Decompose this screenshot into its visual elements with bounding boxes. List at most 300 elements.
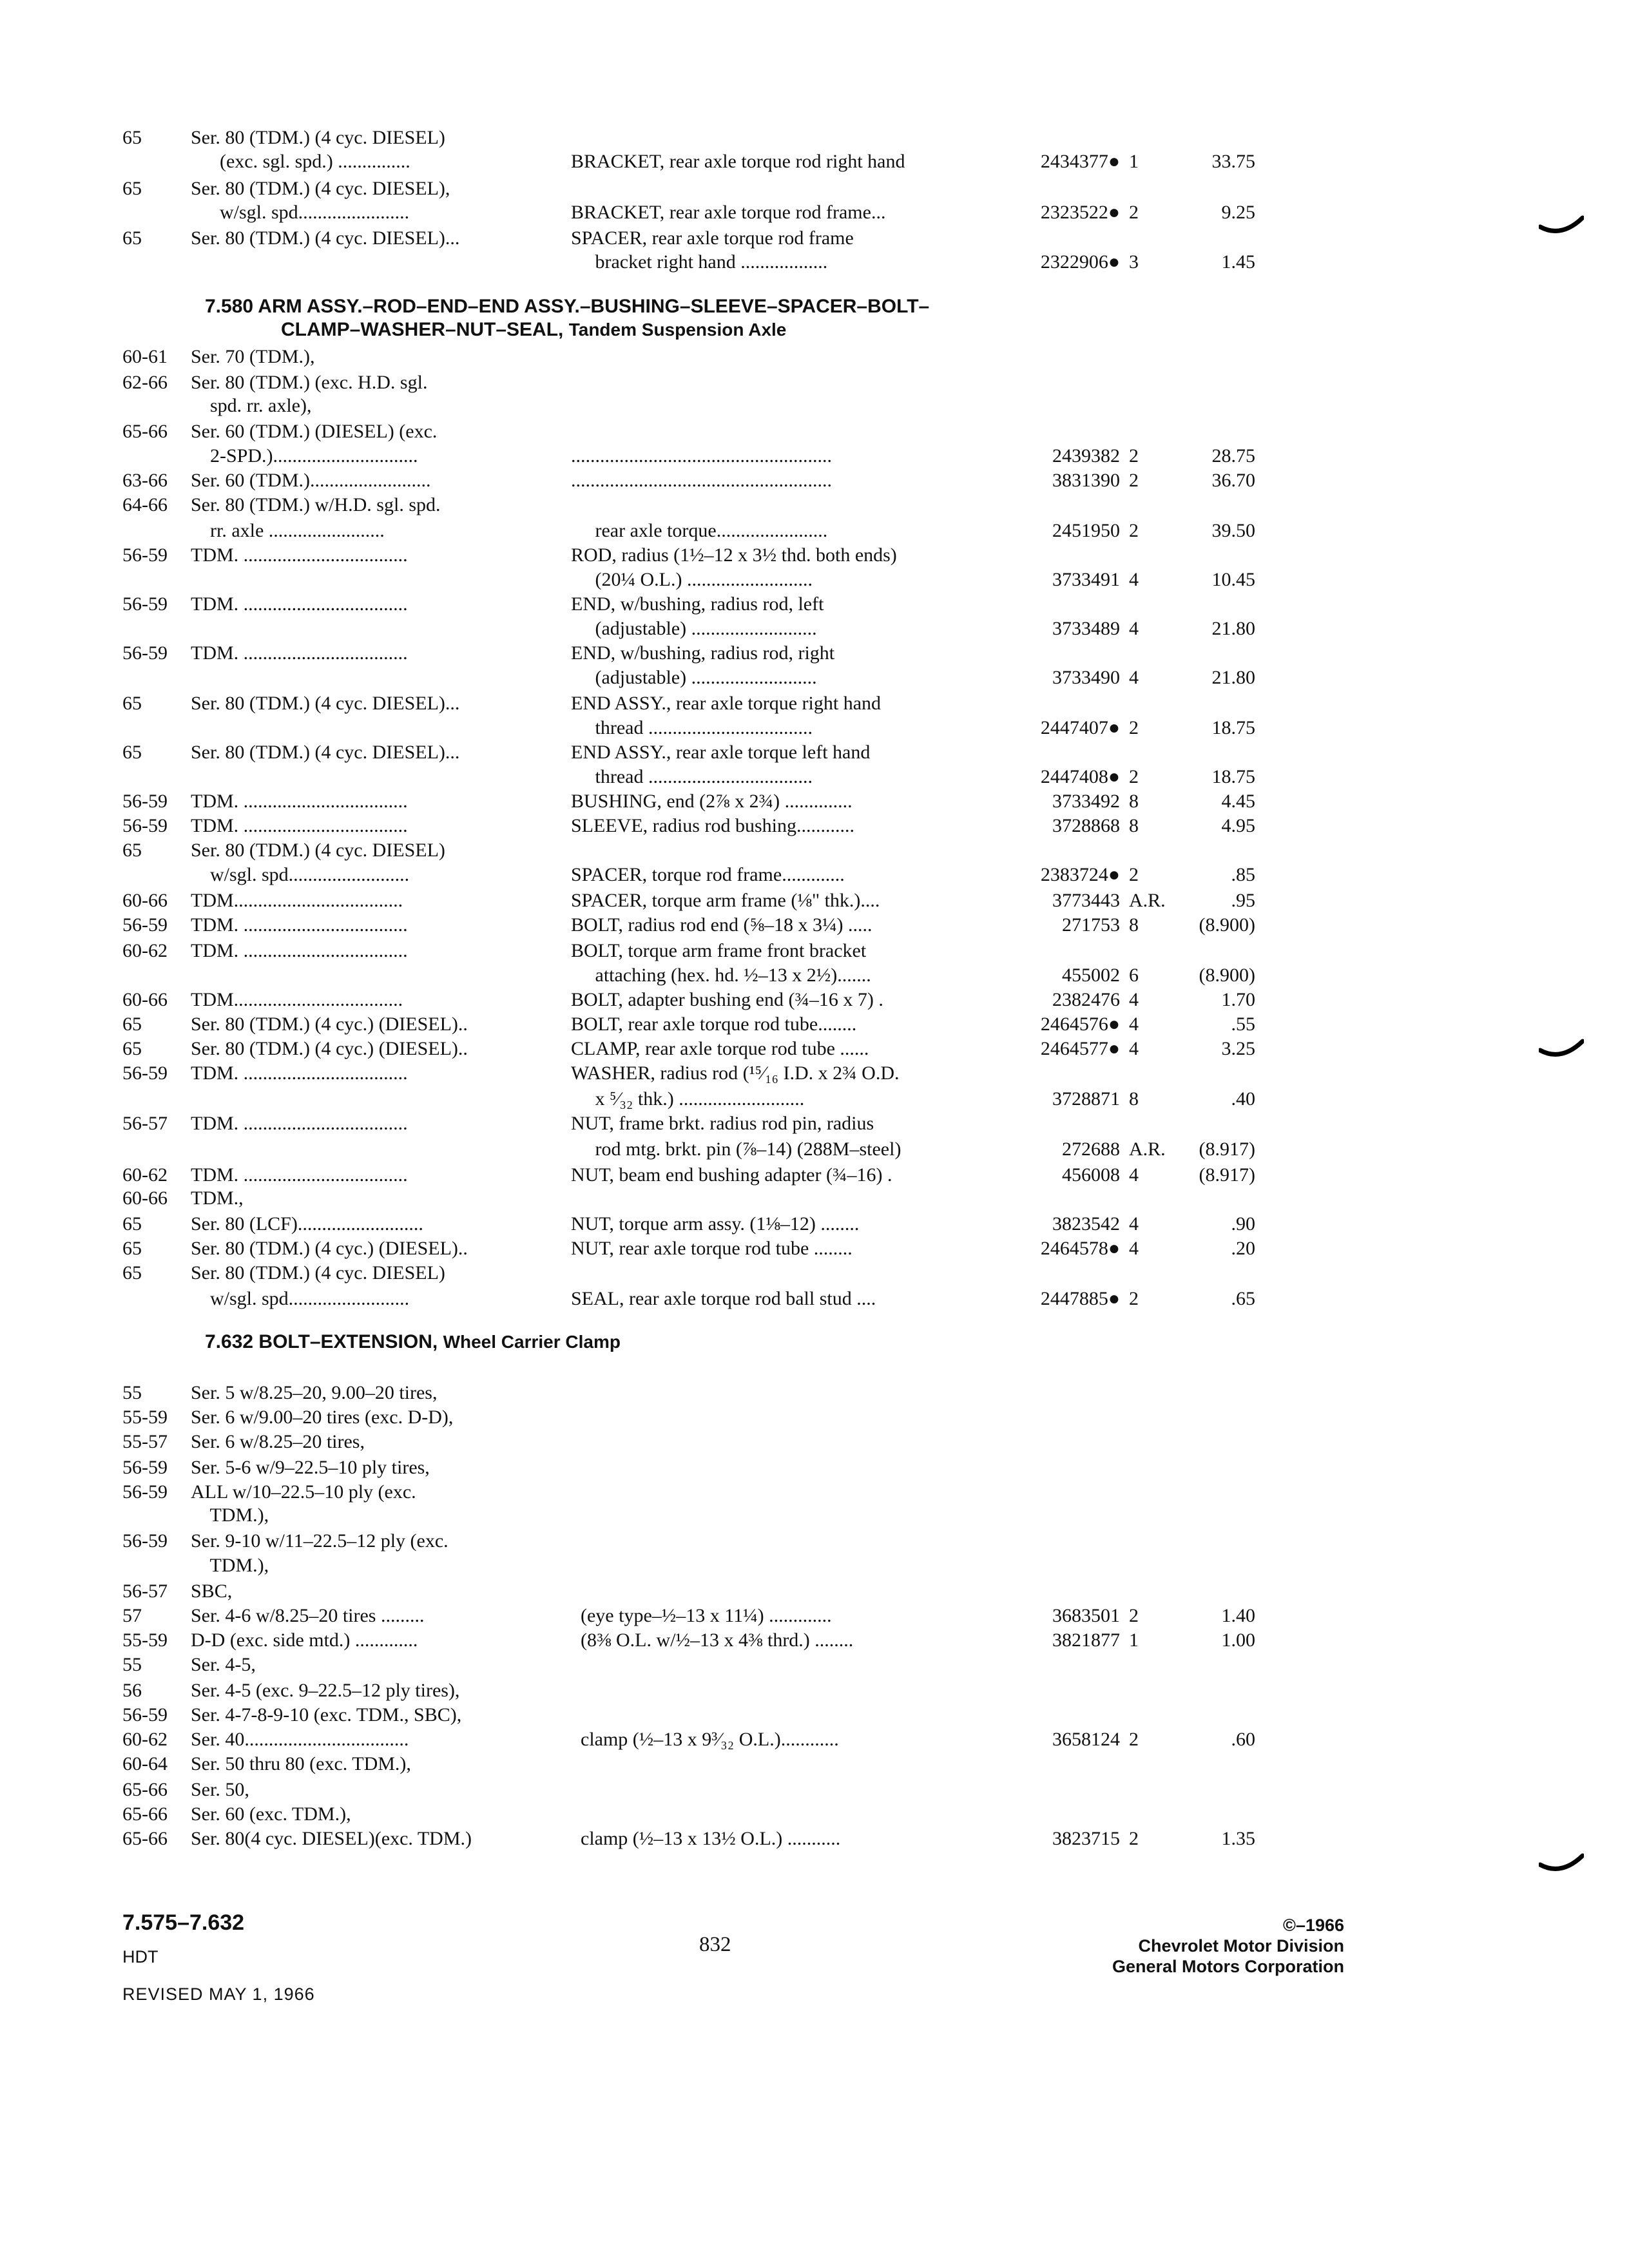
application-cell: TDM. ..................................	[191, 1113, 408, 1134]
part-number-cell: 2447407●	[1040, 717, 1120, 738]
description-cell: CLAMP, rear axle torque rod tube ......	[571, 1038, 869, 1059]
parts-row	[0, 445, 1629, 468]
footer-revised: REVISED MAY 1, 1966	[122, 1984, 315, 2004]
price-cell: (8.900)	[1199, 914, 1255, 936]
year-cell: 60-66	[122, 989, 168, 1010]
description-cell: ......................................................	[571, 470, 832, 491]
parts-row	[0, 1827, 1629, 1850]
year-cell: 65	[122, 840, 142, 861]
application-cell: Ser. 80 (TDM.) (4 cyc. DIESEL)	[191, 127, 445, 148]
application-cell: Ser. 4-7-8-9-10 (exc. TDM., SBC),	[191, 1704, 462, 1725]
application-cell: Ser. 80 (TDM.) (4 cyc.) (DIESEL)..	[191, 1038, 468, 1059]
section-heading-line1: 7.580 ARM ASSY.–ROD–END–END ASSY.–BUSHING–SLEEVE–SPACER–BOLT–	[205, 296, 930, 317]
quantity-cell: 1	[1129, 151, 1139, 172]
year-cell: 55-57	[122, 1431, 168, 1452]
parts-row	[0, 1629, 1629, 1652]
year-cell: 56-59	[122, 544, 168, 566]
parts-row	[0, 1554, 1629, 1577]
parts-row	[0, 1778, 1629, 1802]
parts-row	[0, 1062, 1629, 1085]
description-cell: END ASSY., rear axle torque left hand	[571, 742, 871, 763]
quantity-cell: 8	[1129, 791, 1139, 812]
part-number-cell: 2323522●	[1040, 202, 1120, 223]
description-cell: clamp (½–13 x 13½ O.L.) ...........	[571, 1828, 841, 1849]
application-cell: Ser. 50,	[191, 1779, 249, 1800]
description-cell: SPACER, rear axle torque rod frame	[571, 227, 854, 249]
price-cell: .40	[1231, 1088, 1255, 1110]
description-cell: NUT, rear axle torque rod tube ........	[571, 1238, 853, 1259]
year-cell: 65-66	[122, 1803, 168, 1825]
section-heading-title: 7.632 BOLT–EXTENSION,	[205, 1331, 438, 1352]
quantity-cell: 8	[1129, 1088, 1139, 1110]
application-cell: Ser. 5 w/8.25–20, 9.00–20 tires,	[191, 1382, 438, 1403]
year-cell: 56-57	[122, 1113, 168, 1134]
parts-row	[0, 371, 1629, 394]
application-cell: TDM. ..................................	[191, 791, 408, 812]
parts-row	[0, 1187, 1629, 1210]
parts-row	[0, 568, 1629, 591]
price-cell: 1.70	[1221, 989, 1255, 1010]
part-number-cell: 2439382	[1052, 445, 1120, 466]
footer-section-range: 7.575–7.632	[122, 1910, 245, 1935]
description-cell: (eye type–½–13 x 11¼) .............	[571, 1605, 832, 1626]
price-cell: .65	[1231, 1288, 1255, 1309]
price-cell: 9.25	[1221, 202, 1255, 223]
part-number-cell: 2464577●	[1040, 1038, 1120, 1059]
section-heading-7632	[205, 1331, 621, 1354]
quantity-cell: A.R.	[1129, 1139, 1166, 1160]
application-cell: TDM.,	[191, 1187, 244, 1209]
year-cell: 60-64	[122, 1753, 168, 1774]
application-cell: Ser. 4-6 w/8.25–20 tires .........	[191, 1605, 425, 1626]
part-number-cell: 3733490	[1052, 667, 1120, 688]
part-number-cell: 2464578●	[1040, 1238, 1120, 1259]
description-cell: thread ..................................	[571, 766, 813, 787]
description-cell: BUSHING, end (2⅞ x 2¾) ..............	[571, 791, 853, 812]
year-cell: 60-62	[122, 1164, 168, 1186]
parts-row	[0, 1287, 1629, 1311]
price-cell: 3.25	[1221, 1038, 1255, 1059]
footer-copyright: ©–1966	[1283, 1916, 1344, 1935]
parts-row	[0, 642, 1629, 665]
parts-row	[0, 716, 1629, 740]
parts-row	[0, 469, 1629, 492]
year-cell: 63-66	[122, 470, 168, 491]
quantity-cell: 1	[1129, 1629, 1139, 1651]
price-cell: .60	[1231, 1729, 1255, 1750]
parts-row	[0, 1088, 1629, 1111]
application-cell: rr. axle ........................	[191, 520, 385, 541]
year-cell: 65-66	[122, 1828, 168, 1849]
description-cell: NUT, frame brkt. radius rod pin, radius	[571, 1113, 874, 1134]
part-number-cell: 2451950	[1052, 520, 1120, 541]
application-cell: w/sgl. spd.......................	[191, 202, 410, 223]
description-cell: (adjustable) ..........................	[571, 618, 817, 639]
year-cell: 60-66	[122, 1187, 168, 1209]
application-cell: Ser. 80 (TDM.) (4 cyc.) (DIESEL)..	[191, 1014, 468, 1035]
application-cell: Ser. 6 w/9.00–20 tires (exc. D-D),	[191, 1407, 454, 1428]
part-number-cell: 2447885●	[1040, 1288, 1120, 1309]
parts-row	[0, 1237, 1629, 1260]
section-heading-7580	[205, 295, 929, 341]
year-cell: 55	[122, 1654, 142, 1675]
quantity-cell: 4	[1129, 618, 1139, 639]
description-cell: SEAL, rear axle torque rod ball stud ....	[571, 1288, 876, 1309]
part-number-cell: 2434377●	[1040, 151, 1120, 172]
parts-row	[0, 814, 1629, 838]
section-heading-line2: CLAMP–WASHER–NUT–SEAL,	[281, 319, 564, 340]
footer-publisher	[1112, 1915, 1344, 1977]
parts-row	[0, 914, 1629, 937]
parts-row	[0, 177, 1629, 200]
year-cell: 60-62	[122, 940, 168, 961]
application-cell: Ser. 80 (TDM.) (4 cyc. DIESEL),	[191, 178, 450, 199]
quantity-cell: 2	[1129, 1729, 1139, 1750]
price-cell: 18.75	[1211, 717, 1255, 738]
quantity-cell: 2	[1129, 1288, 1139, 1309]
application-cell: Ser. 9-10 w/11–22.5–12 ply (exc.	[191, 1530, 448, 1552]
year-cell: 56-59	[122, 1062, 168, 1084]
year-cell: 56-59	[122, 642, 168, 664]
application-cell: TDM. ..................................	[191, 593, 408, 615]
application-cell: TDM. ..................................	[191, 1062, 408, 1084]
parts-row	[0, 741, 1629, 764]
application-cell: Ser. 80 (TDM.) (4 cyc. DIESEL)...	[191, 742, 460, 763]
quantity-cell: 4	[1129, 569, 1139, 590]
parts-row	[0, 765, 1629, 789]
year-cell: 56-59	[122, 1481, 168, 1503]
parts-row	[0, 494, 1629, 517]
parts-row	[0, 889, 1629, 912]
year-cell: 55	[122, 1382, 142, 1403]
quantity-cell: 4	[1129, 1213, 1139, 1235]
year-cell: 65	[122, 742, 142, 763]
description-cell: (8⅜ O.L. w/½–13 x 4⅜ thrd.) ........	[571, 1629, 854, 1651]
description-cell: NUT, beam end bushing adapter (¾–16) .	[571, 1164, 892, 1186]
description-cell: BOLT, torque arm frame front bracket	[571, 940, 867, 961]
price-cell: 10.45	[1211, 569, 1255, 590]
parts-row	[0, 126, 1629, 149]
parts-row	[0, 251, 1629, 274]
parts-row	[0, 1262, 1629, 1285]
quantity-cell: 4	[1129, 1038, 1139, 1059]
year-cell: 65	[122, 1262, 142, 1283]
description-cell: ......................................................	[571, 445, 832, 466]
price-cell: .85	[1231, 864, 1255, 885]
description-cell: bracket right hand ..................	[571, 251, 828, 273]
application-cell: Ser. 4-5 (exc. 9–22.5–12 ply tires),	[191, 1680, 460, 1701]
application-cell: Ser. 5-6 w/9–22.5–10 ply tires,	[191, 1457, 430, 1478]
year-cell: 62-66	[122, 372, 168, 393]
application-cell: Ser. 80 (TDM.) (4 cyc. DIESEL)...	[191, 227, 460, 249]
parts-row	[0, 1037, 1629, 1061]
parts-row	[0, 544, 1629, 567]
application-cell: Ser. 80 (TDM.) (4 cyc.) (DIESEL)..	[191, 1238, 468, 1259]
description-cell: SPACER, torque arm frame (⅛" thk.)....	[571, 890, 880, 911]
part-number-cell: 2382476	[1052, 989, 1120, 1010]
price-cell: .55	[1231, 1014, 1255, 1035]
description-cell: BRACKET, rear axle torque rod frame...	[571, 202, 886, 223]
year-cell: 55-59	[122, 1407, 168, 1428]
quantity-cell: 4	[1129, 989, 1139, 1010]
price-cell: 1.45	[1221, 251, 1255, 273]
part-number-cell: 456008	[1062, 1164, 1120, 1186]
quantity-cell: 2	[1129, 1605, 1139, 1626]
price-cell: 18.75	[1211, 766, 1255, 787]
part-number-cell: 3733491	[1052, 569, 1120, 590]
application-cell: w/sgl. spd.........................	[191, 864, 410, 885]
parts-row	[0, 1138, 1629, 1161]
parts-row	[0, 1653, 1629, 1677]
application-cell: Ser. 80 (TDM.) (4 cyc. DIESEL)	[191, 1262, 445, 1283]
description-cell: clamp (½–13 x 9³⁄₃₂ O.L.)............	[571, 1729, 839, 1750]
parts-row	[0, 1406, 1629, 1429]
quantity-cell: 8	[1129, 815, 1139, 836]
year-cell: 65-66	[122, 1779, 168, 1800]
page-number: 832	[699, 1933, 731, 1956]
description-cell: END, w/bushing, radius rod, left	[571, 593, 824, 615]
description-cell: WASHER, radius rod (¹⁵⁄₁₆ I.D. x 2¾ O.D.	[571, 1062, 900, 1084]
application-cell: Ser. 60 (TDM.) (DIESEL) (exc.	[191, 421, 438, 442]
price-cell: 33.75	[1211, 151, 1255, 172]
year-cell: 65	[122, 227, 142, 249]
year-cell: 65	[122, 127, 142, 148]
price-cell: 1.00	[1221, 1629, 1255, 1651]
part-number-cell: 3728871	[1052, 1088, 1120, 1110]
quantity-cell: 2	[1129, 1828, 1139, 1849]
year-cell: 56-59	[122, 593, 168, 615]
year-cell: 64-66	[122, 494, 168, 515]
price-cell: 4.45	[1221, 791, 1255, 812]
part-number-cell: 3823715	[1052, 1828, 1120, 1849]
quantity-cell: 8	[1129, 914, 1139, 936]
year-cell: 56-57	[122, 1581, 168, 1602]
year-cell: 60-66	[122, 890, 168, 911]
price-cell: (8.900)	[1199, 965, 1255, 986]
application-cell: TDM. ..................................	[191, 642, 408, 664]
description-cell: (20¼ O.L.) ..........................	[571, 569, 813, 590]
year-cell: 56-59	[122, 815, 168, 836]
parts-row	[0, 593, 1629, 616]
year-cell: 65	[122, 1213, 142, 1235]
part-number-cell: 2447408●	[1040, 766, 1120, 787]
year-cell: 56-59	[122, 1457, 168, 1478]
application-cell: D-D (exc. side mtd.) .............	[191, 1629, 418, 1651]
footer-division: Chevrolet Motor Division	[1138, 1936, 1344, 1956]
parts-row	[0, 666, 1629, 689]
parts-row	[0, 1112, 1629, 1135]
parts-row	[0, 1753, 1629, 1776]
parts-row	[0, 692, 1629, 715]
application-cell: Ser. 50 thru 80 (exc. TDM.),	[191, 1753, 411, 1774]
application-cell: SBC,	[191, 1581, 233, 1602]
price-cell: (8.917)	[1199, 1139, 1255, 1160]
part-number-cell: 3823542	[1052, 1213, 1120, 1235]
year-cell: 56-59	[122, 791, 168, 812]
description-cell: END ASSY., rear axle torque right hand	[571, 693, 882, 714]
price-cell: 21.80	[1211, 618, 1255, 639]
application-cell: Ser. 70 (TDM.),	[191, 346, 315, 367]
quantity-cell: 6	[1129, 965, 1139, 986]
description-cell: BOLT, rear axle torque rod tube........	[571, 1014, 857, 1035]
part-number-cell: 2322906●	[1040, 251, 1120, 273]
parts-row	[0, 201, 1629, 224]
application-cell: TDM...................................	[191, 890, 403, 911]
parts-row	[0, 1164, 1629, 1187]
binder-clip-mark	[1539, 1036, 1584, 1062]
quantity-cell: 4	[1129, 1238, 1139, 1259]
quantity-cell: 2	[1129, 717, 1139, 738]
parts-row	[0, 863, 1629, 887]
quantity-cell: 2	[1129, 470, 1139, 491]
parts-row	[0, 345, 1629, 369]
year-cell: 56-59	[122, 1530, 168, 1552]
quantity-cell: 2	[1129, 520, 1139, 541]
quantity-cell: 4	[1129, 1164, 1139, 1186]
application-cell: TDM...................................	[191, 989, 403, 1010]
part-number-cell: 2383724●	[1040, 864, 1120, 885]
application-cell: TDM. ..................................	[191, 940, 408, 961]
price-cell: .90	[1231, 1213, 1255, 1235]
parts-row	[0, 1803, 1629, 1826]
part-number-cell: 272688	[1062, 1139, 1120, 1160]
application-cell: Ser. 80 (TDM.) w/H.D. sgl. spd.	[191, 494, 441, 515]
year-cell: 57	[122, 1605, 142, 1626]
quantity-cell: 2	[1129, 445, 1139, 466]
year-cell: 55-59	[122, 1629, 168, 1651]
application-cell: w/sgl. spd.........................	[191, 1288, 410, 1309]
part-number-cell: 3773443	[1052, 890, 1120, 911]
application-cell: Ser. 80 (TDM.) (exc. H.D. sgl.	[191, 372, 428, 393]
section-subtitle: Tandem Suspension Axle	[568, 320, 787, 340]
parts-row	[0, 964, 1629, 987]
parts-row	[0, 1704, 1629, 1727]
price-cell: 1.40	[1221, 1605, 1255, 1626]
application-cell: spd. rr. axle),	[191, 395, 312, 416]
part-number-cell: 271753	[1062, 914, 1120, 936]
application-cell: ALL w/10–22.5–10 ply (exc.	[191, 1481, 416, 1503]
description-cell: (adjustable) ..........................	[571, 667, 817, 688]
part-number-cell: 3728868	[1052, 815, 1120, 836]
application-cell: TDM. ..................................	[191, 1164, 408, 1186]
year-cell: 60-61	[122, 346, 168, 367]
quantity-cell: 2	[1129, 766, 1139, 787]
application-cell: TDM.),	[191, 1555, 269, 1576]
price-cell: 1.35	[1221, 1828, 1255, 1849]
binder-clip-mark	[1539, 1850, 1584, 1876]
year-cell: 65	[122, 178, 142, 199]
description-cell: rod mtg. brkt. pin (⅞–14) (288M–steel)	[571, 1139, 901, 1160]
price-cell: .95	[1231, 890, 1255, 911]
application-cell: TDM. ..................................	[191, 914, 408, 936]
part-number-cell: 3658124	[1052, 1729, 1120, 1750]
year-cell: 65-66	[122, 421, 168, 442]
year-cell: 65	[122, 693, 142, 714]
part-number-cell: 455002	[1062, 965, 1120, 986]
application-cell: Ser. 80(4 cyc. DIESEL)(exc. TDM.)	[191, 1828, 472, 1849]
quantity-cell: 3	[1129, 251, 1139, 273]
price-cell: 36.70	[1211, 470, 1255, 491]
description-cell: attaching (hex. hd. ½–13 x 2½).......	[571, 965, 871, 986]
parts-row	[0, 1013, 1629, 1036]
application-cell: Ser. 80 (TDM.) (4 cyc. DIESEL)	[191, 840, 445, 861]
description-cell: BOLT, adapter bushing end (¾–16 x 7) .	[571, 989, 883, 1010]
quantity-cell: 2	[1129, 864, 1139, 885]
part-number-cell: 3733489	[1052, 618, 1120, 639]
price-cell: 4.95	[1221, 815, 1255, 836]
price-cell: (8.917)	[1199, 1164, 1255, 1186]
parts-row	[0, 1728, 1629, 1751]
description-cell: BOLT, radius rod end (⅝–18 x 3¼) .....	[571, 914, 872, 936]
application-cell: TDM. ..................................	[191, 544, 408, 566]
application-cell: TDM.),	[191, 1504, 269, 1526]
description-cell: x ⁵⁄₃₂ thk.) ..........................	[571, 1088, 805, 1110]
year-cell: 56	[122, 1680, 142, 1701]
section-subtitle: Wheel Carrier Clamp	[443, 1332, 621, 1352]
application-cell: Ser. 6 w/8.25–20 tires,	[191, 1431, 365, 1452]
application-cell: Ser. 80 (LCF)..........................	[191, 1213, 423, 1235]
year-cell: 65	[122, 1038, 142, 1059]
parts-row	[0, 150, 1629, 173]
application-cell: 2-SPD.)..............................	[191, 445, 418, 466]
description-cell: END, w/bushing, radius rod, right	[571, 642, 835, 664]
year-cell: 56-59	[122, 914, 168, 936]
year-cell: 60-62	[122, 1729, 168, 1750]
parts-row	[0, 988, 1629, 1012]
parts-row	[0, 1381, 1629, 1405]
quantity-cell: 4	[1129, 1014, 1139, 1035]
description-cell: thread ..................................	[571, 717, 813, 738]
parts-row	[0, 1504, 1629, 1527]
parts-row	[0, 1430, 1629, 1454]
parts-row	[0, 519, 1629, 543]
quantity-cell: A.R.	[1129, 890, 1166, 911]
application-cell: Ser. 60 (exc. TDM.),	[191, 1803, 351, 1825]
application-cell: TDM. ..................................	[191, 815, 408, 836]
quantity-cell: 4	[1129, 667, 1139, 688]
year-cell: 65	[122, 1238, 142, 1259]
description-cell: ROD, radius (1½–12 x 3½ thd. both ends)	[571, 544, 897, 566]
application-cell: Ser. 80 (TDM.) (4 cyc. DIESEL)...	[191, 693, 460, 714]
application-cell: Ser. 4-5,	[191, 1654, 256, 1675]
description-cell: SPACER, torque rod frame.............	[571, 864, 845, 885]
application-cell: Ser. 40..................................	[191, 1729, 409, 1750]
description-cell: BRACKET, rear axle torque rod right hand	[571, 151, 905, 172]
parts-row	[0, 394, 1629, 418]
price-cell: 39.50	[1211, 520, 1255, 541]
parts-row	[0, 1481, 1629, 1504]
price-cell: .20	[1231, 1238, 1255, 1259]
application-cell: Ser. 60 (TDM.).........................	[191, 470, 431, 491]
parts-row	[0, 1456, 1629, 1479]
parts-row	[0, 227, 1629, 250]
year-cell: 56-59	[122, 1704, 168, 1725]
price-cell: 21.80	[1211, 667, 1255, 688]
parts-row	[0, 939, 1629, 963]
footer-model: HDT	[122, 1947, 159, 1966]
parts-row	[0, 617, 1629, 640]
parts-row	[0, 1530, 1629, 1553]
part-number-cell: 3831390	[1052, 470, 1120, 491]
part-number-cell: 3733492	[1052, 791, 1120, 812]
part-number-cell: 3683501	[1052, 1605, 1120, 1626]
parts-row	[0, 1679, 1629, 1702]
parts-row	[0, 1580, 1629, 1603]
parts-row	[0, 790, 1629, 813]
price-cell: 28.75	[1211, 445, 1255, 466]
footer-corporation: General Motors Corporation	[1112, 1957, 1344, 1976]
part-number-cell: 2464576●	[1040, 1014, 1120, 1035]
